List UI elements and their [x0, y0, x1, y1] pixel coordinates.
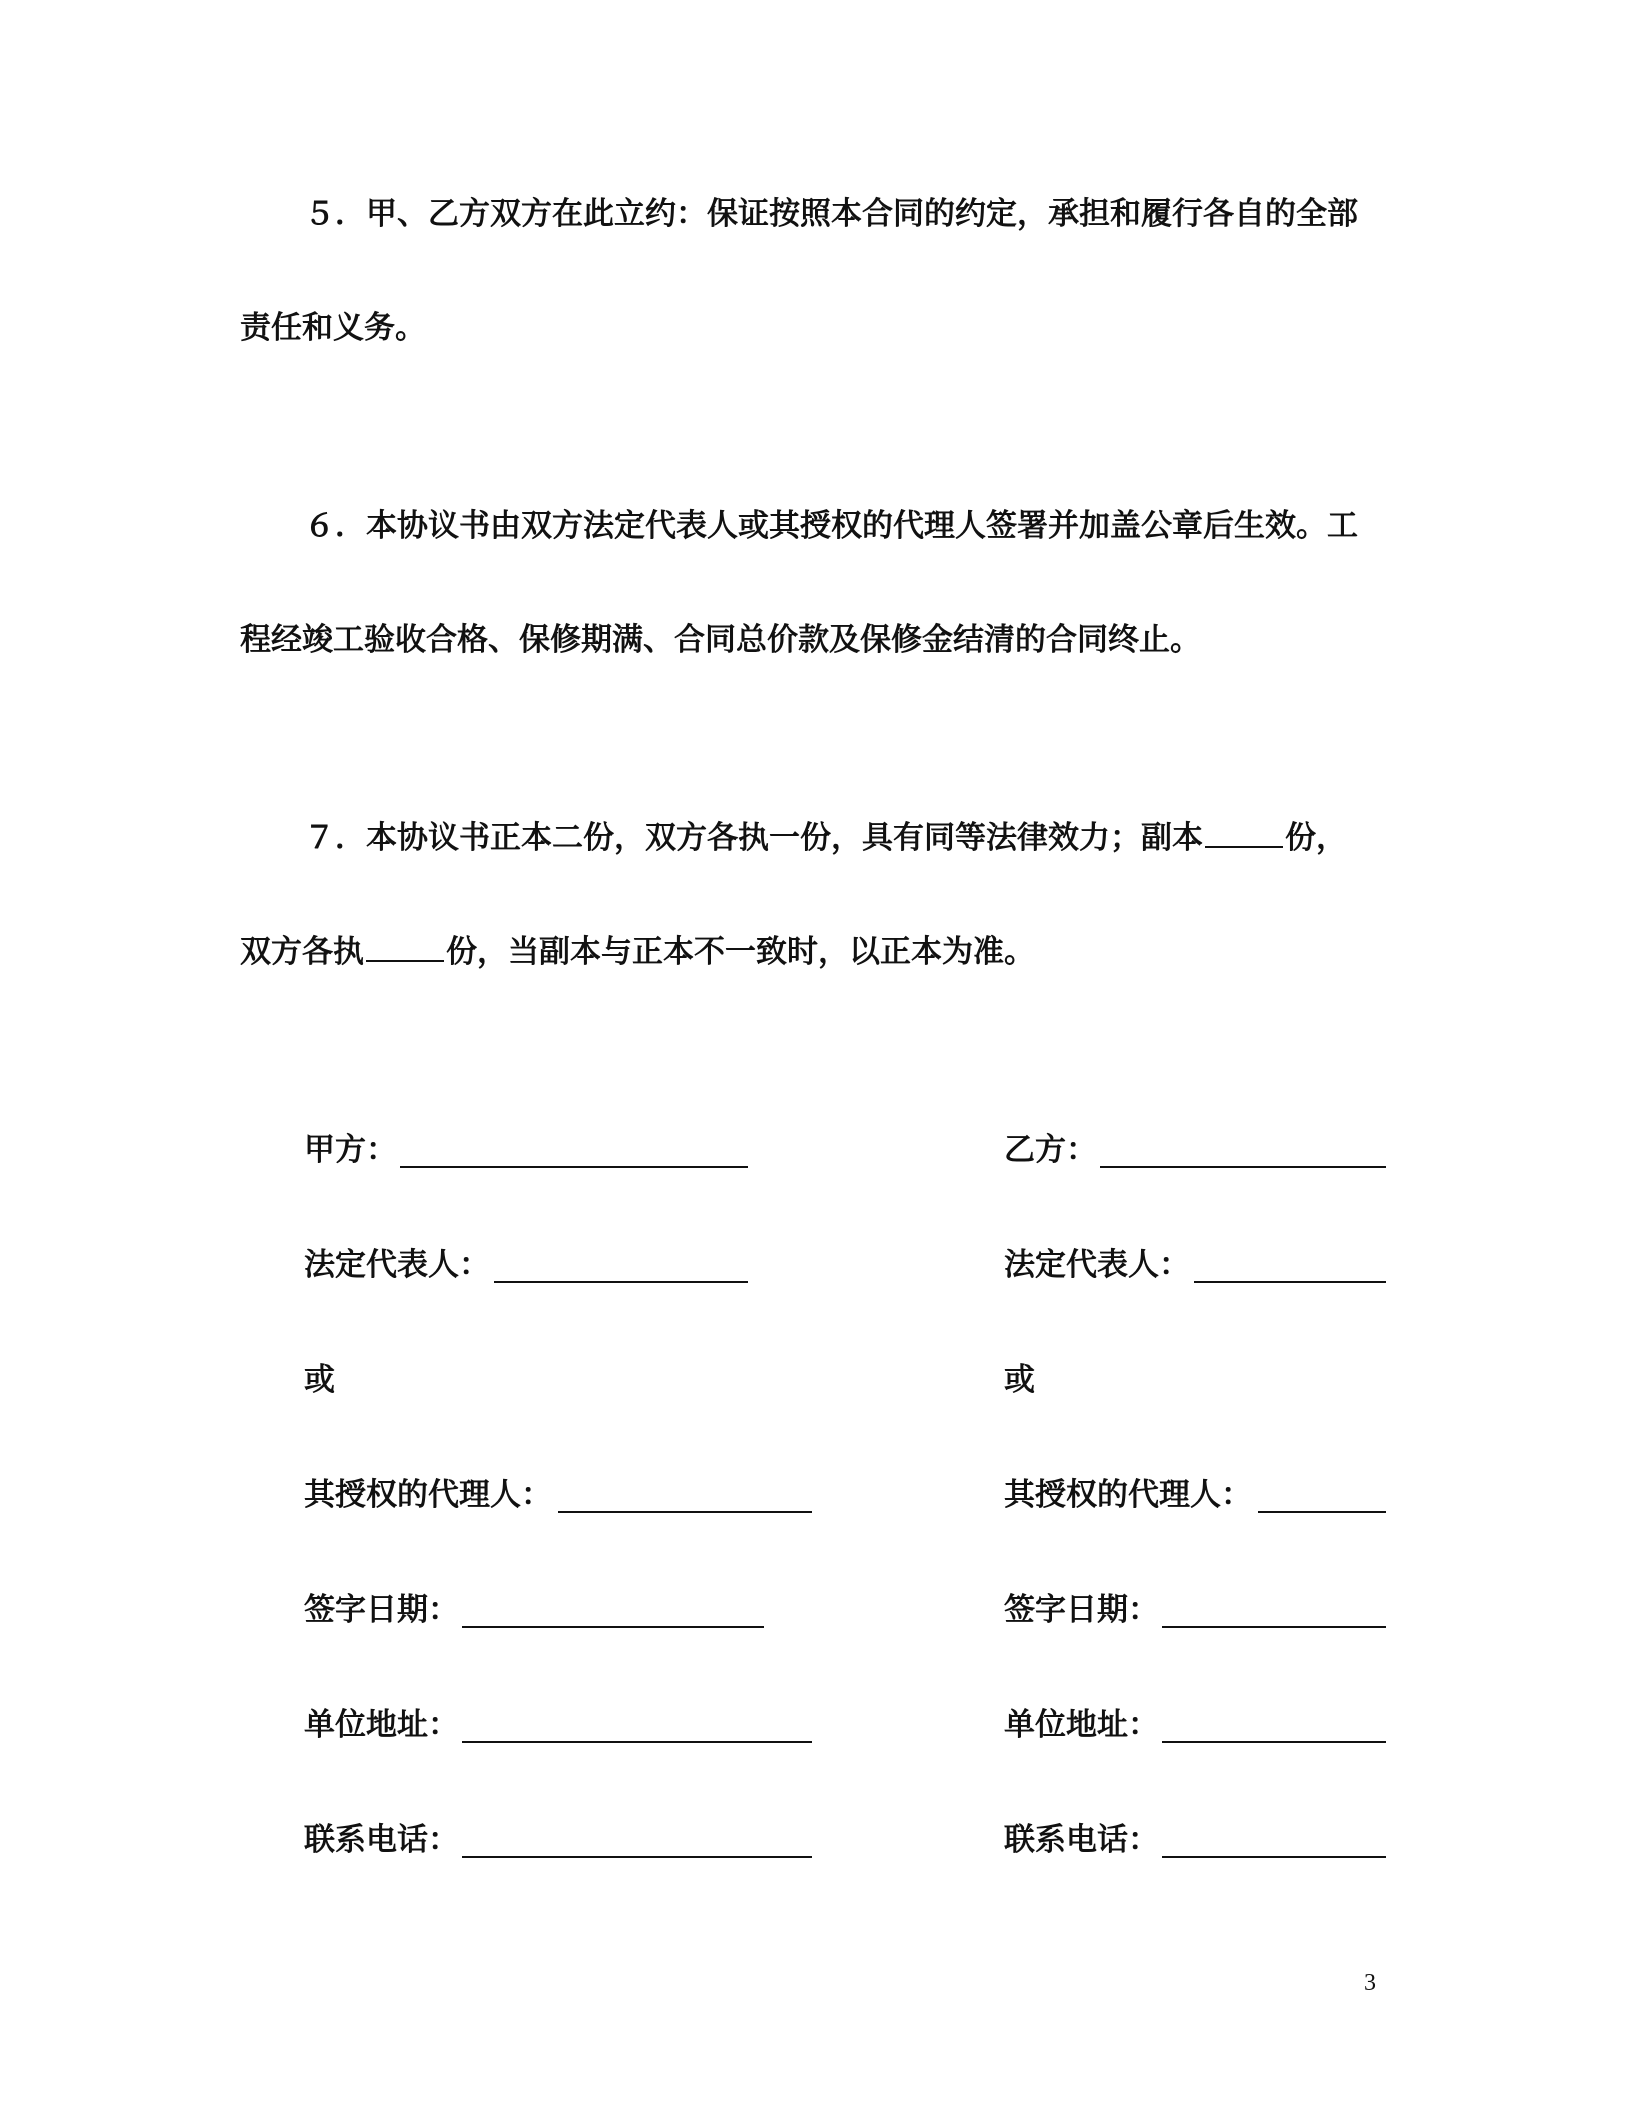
party-a-agent-line[interactable]: [558, 1511, 812, 1513]
party-a-address-label: 单位地址：: [304, 1707, 459, 1743]
party-a-legal-rep-field: [304, 1245, 490, 1285]
party-b-address-field: [1004, 1705, 1159, 1745]
party-b-address-line[interactable]: [1162, 1741, 1386, 1743]
party-b-agent-label: 其授权的代理人：: [1004, 1477, 1252, 1513]
party-b-legal-rep-field: [1004, 1245, 1190, 1285]
clause-7-text-d: 份，当副本与正本不一致时，以正本为准。: [446, 934, 1035, 970]
party-a-agent-label: 其授权的代理人：: [304, 1477, 552, 1513]
party-a-agent-field: [304, 1475, 552, 1515]
party-b-phone-field: [1004, 1820, 1159, 1860]
party-b-line[interactable]: [1100, 1166, 1386, 1168]
party-b-date-label: 签字日期：: [1004, 1592, 1159, 1628]
party-a-label: 甲方：: [304, 1132, 397, 1168]
party-a-or: 或: [304, 1362, 335, 1398]
party-b-agent-field: [1004, 1475, 1252, 1515]
clause-7-text-b: 份，: [1285, 820, 1347, 856]
party-a-date-field: [304, 1590, 459, 1630]
party-b-label: 乙方：: [1004, 1132, 1097, 1168]
party-a-address-line[interactable]: [462, 1741, 812, 1743]
party-b-phone-line[interactable]: [1162, 1856, 1386, 1858]
clause-7-text-a: ７．本协议书正本二份，双方各执一份，具有同等法律效力；副本: [304, 820, 1203, 856]
party-b-agent-line[interactable]: [1258, 1511, 1386, 1513]
clause-6-line-2: 程经竣工验收合格、保修期满、合同总价款及保修金结清的合同终止。: [240, 622, 1201, 658]
party-a-address-field: [304, 1705, 459, 1745]
party-b-date-field: [1004, 1590, 1159, 1630]
party-a-field: [304, 1130, 397, 1170]
copies-each-blank[interactable]: [366, 932, 444, 962]
party-b-field: [1004, 1130, 1097, 1170]
party-a-line[interactable]: [400, 1166, 748, 1168]
copies-count-blank[interactable]: [1205, 818, 1283, 848]
clause-7-line-1: [304, 818, 1347, 858]
party-a-legal-rep-line[interactable]: [494, 1281, 748, 1283]
party-a-legal-rep-label: 法定代表人：: [304, 1247, 490, 1283]
clause-6-line-1: ６．本协议书由双方法定代表人或其授权的代理人签署并加盖公章后生效。工: [304, 508, 1358, 544]
party-a-phone-line[interactable]: [462, 1856, 812, 1858]
party-b-phone-label: 联系电话：: [1004, 1822, 1159, 1858]
party-b-or: 或: [1004, 1362, 1035, 1398]
party-b-address-label: 单位地址：: [1004, 1707, 1159, 1743]
party-a-phone-field: [304, 1820, 459, 1860]
party-b-legal-rep-label: 法定代表人：: [1004, 1247, 1190, 1283]
party-a-date-line[interactable]: [462, 1626, 764, 1628]
party-b-legal-rep-line[interactable]: [1194, 1281, 1386, 1283]
party-b-date-line[interactable]: [1162, 1626, 1386, 1628]
clause-7-text-c: 双方各执: [240, 934, 364, 970]
party-a-date-label: 签字日期：: [304, 1592, 459, 1628]
page-number: 3: [1364, 1970, 1376, 1996]
clause-5-line-1: ５．甲、乙方双方在此立约：保证按照本合同的约定，承担和履行各自的全部: [304, 196, 1358, 232]
clause-5-line-2: 责任和义务。: [240, 310, 426, 346]
party-a-phone-label: 联系电话：: [304, 1822, 459, 1858]
clause-7-line-2: [240, 932, 1035, 972]
